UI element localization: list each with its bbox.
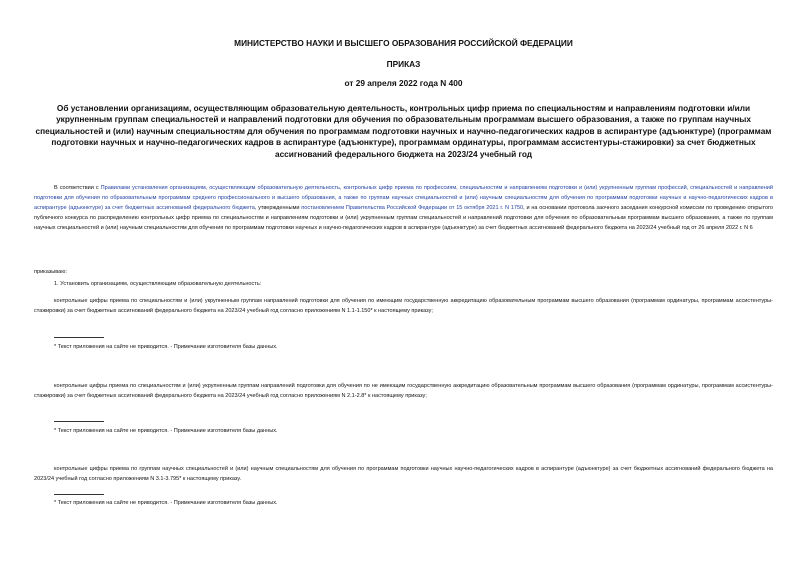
- decree-link[interactable]: постановлением Правительства Российской Федерации от 15 октября 2021 г. N 1750: [301, 204, 524, 211]
- item-1: 1. Установить организациям, осуществляющим образовательную деятельность:: [54, 281, 262, 287]
- preamble-paragraph: [34, 184, 773, 234]
- orders-word: приказываю:: [34, 269, 67, 275]
- preamble-mid: , утвержденными: [254, 204, 302, 211]
- footnote-rule-1: [54, 337, 104, 338]
- rules-link[interactable]: Правилами установления организациям, осуществляющим образовательную деятельность, контрольных цифр приема по профессиям, специальностям и направлениям подготовки и (или) укрупненным группам профессий, специальностей и направлений подготовки для обучения по образовательным программам среднего профессионального и высшего образования, а также по группам научных специальностей и (или) научным специальностям для обучения по программам подготовки научных и научно-педагогических кадров в аспирантуре (адъюнктуре) за счет бюджетных ассигнований федерального бюджета: [34, 185, 773, 211]
- order-date-number: от 29 апреля 2022 года N 400: [344, 78, 463, 88]
- clause-2: контрольные цифры приема по специальностям и (или) укрупненным группам направлений подготовки для обучения по не имеющим государственную аккредитацию образовательным программам высшего образования (программам ординатуры, программам ассистентуры-стажировки) за счет бюджетных ассигнований федерального бюджета на 2023/24 учебный год согласно приложениям N 2.1-2.8* к настоящему приказу;: [34, 383, 773, 399]
- preamble-lead: В соответствии с: [54, 185, 101, 191]
- footnote-2: * Текст приложения на сайте не приводится. - Примечание изготовителя базы данных.: [54, 428, 278, 434]
- preamble-tail: , и на основании протокола заочного заседания конкурсной комиссии по проведению открытого публичного конкурса по распределению контрольных цифр приема по специальностям и направлениям подготовки и (или) укрупненным группам специальностей и направлений подготовки для обучения по образовательным программам высшего образования, а также по группам научных специальностей и (или) научным специальностям для обучения по программам подготовки научных и научно-педагогических кадров в аспирантуре (адъюнктуре) за счет бюджетных ассигнований федерального бюджета на 2023/24 учебный год от 26 апреля 2022 г. N 6: [34, 204, 773, 231]
- clause-1: контрольные цифры приема по специальностям и (или) укрупненным группам направлений подготовки для обучения по имеющим государственную аккредитацию образовательным программам высшего образования (программам ординатуры, программам ассистентуры-стажировки) за счет бюджетных ассигнований федерального бюджета на 2023/24 учебный год согласно приложениям N 1.1-1.150* к настоящему приказу;: [34, 298, 773, 314]
- footnote-rule-3: [54, 494, 104, 495]
- ministry-heading: МИНИСТЕРСТВО НАУКИ И ВЫСШЕГО ОБРАЗОВАНИЯ РОССИЙСКОЙ ФЕДЕРАЦИИ: [234, 38, 573, 48]
- clause-3: контрольные цифры приема по группам научных специальностей и (или) научным специальностям для обучения по программам подготовки научных научно-педагогических кадров в аспирантуре (адъюнктуре) за счет бюджетных ассигнований федерального бюджета на 2023/24 учебный год согласно приложениям N 3.1-3.795* к настоящему приказу.: [34, 466, 773, 482]
- order-title: Об установлении организациям, осуществляющим образовательную деятельность, контрольных цифр приема по специальностям и направлениям подготовки и/или укрупненным группам специальностей и направлений подготовки для обучения по образовательным программам высшего образования, а также по группам научных специальностей и (или) научным специальностям для обучения по программам подготовки научных и научно-педагогических кадров в аспирантуре (адъюнктуре) (программам подготовки научных и научно-педагогических кадров в аспирантуре (адъюнктуре), программам ординатуры, программам ассистентуры-стажировки) за счет бюджетных ассигнований федерального бюджета на 2023/24 учебный год: [35, 103, 772, 159]
- doc-type-heading: ПРИКАЗ: [386, 59, 421, 69]
- footnote-rule-2: [54, 421, 104, 422]
- footnote-1: * Текст приложения на сайте не приводится. - Примечание изготовителя базы данных.: [54, 344, 278, 350]
- footnote-3: * Текст приложения на сайте не приводится. - Примечание изготовителя базы данных.: [54, 500, 278, 506]
